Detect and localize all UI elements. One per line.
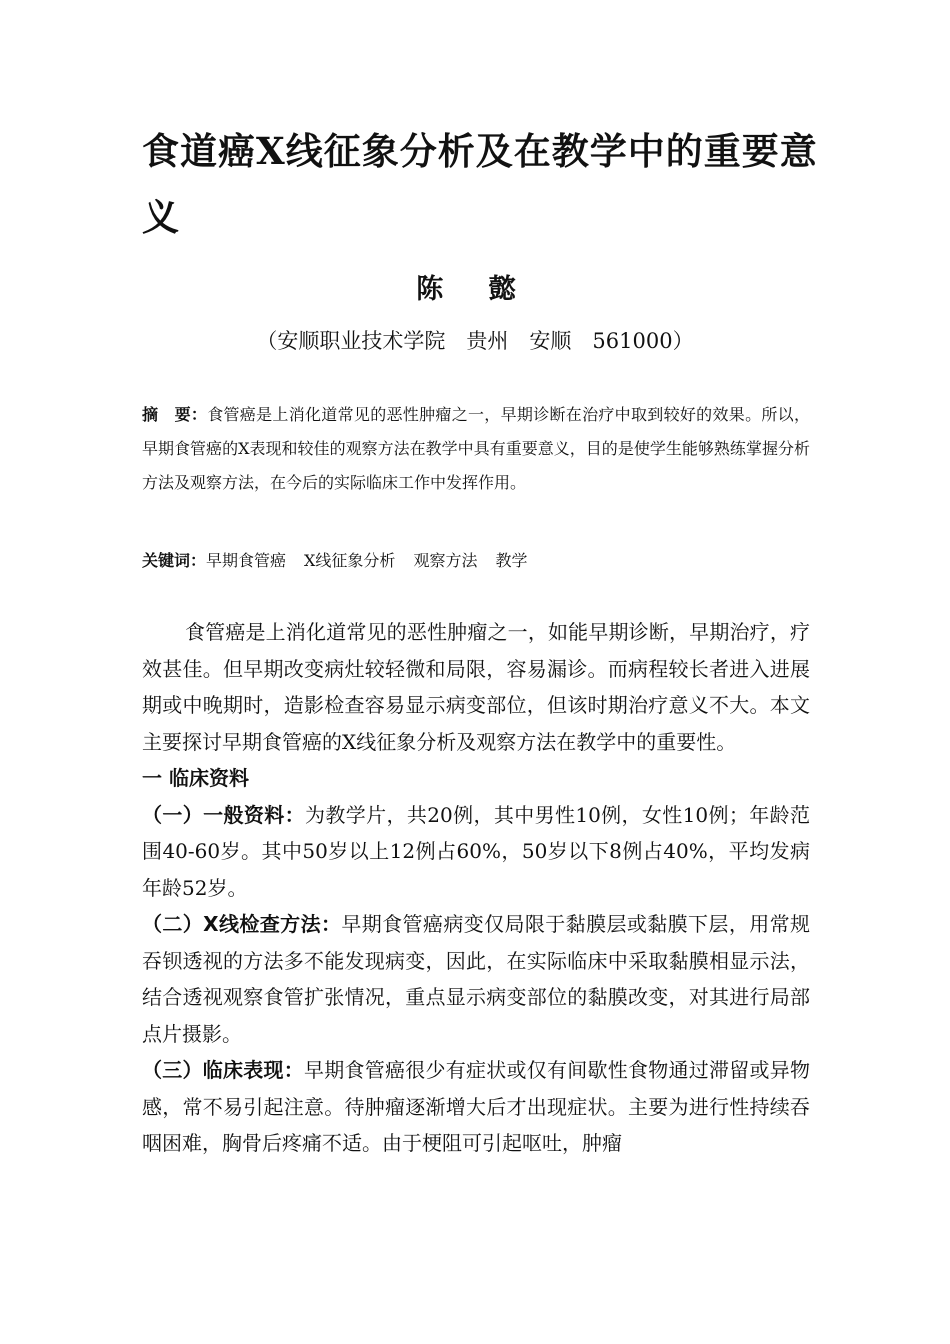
keyword: 观察方法 [413,551,478,570]
abstract-label: 摘 要： [142,405,208,424]
section-item-symptoms [142,1052,810,1162]
subsection-text: 早期食管癌病变仅局限于黏膜层或黏膜下层，用常规吞钡透视的方法多不能发现病变，因此，在实际临床中采取黏膜相显示法，结合透视观察食管扩张情况，重点显示病变部位的黏膜改变，对其进行局部点片摄影。 [142,912,811,1046]
author-affiliation: （安顺职业技术学院 贵州 安顺 561000） [256,329,694,353]
document-title: 食道癌X线征象分析及在教学中的重要意义 [142,129,818,239]
subsection-label: （三）临床表现： [142,1058,304,1082]
section-item-general [142,797,810,907]
subsection-text: 早期食管癌很少有症状或仅有间歇性食物通过滞留或异物感，常不易引起注意。待肿瘤逐渐增大后才出现症状。主要为进行性持续吞咽困难，胸骨后疼痛不适。由于梗阻可引起呕吐，肿瘤 [142,1058,810,1155]
keyword: 教学 [495,551,528,570]
section-heading: 一 临床资料 [142,766,249,790]
section-item-method [142,906,810,1052]
abstract [142,398,810,500]
intro-paragraph: 食管癌是上消化道常见的恶性肿瘤之一，如能早期诊断，早期治疗，疗效甚佳。但早期改变病灶较轻微和局限，容易漏诊。而病程较长者进入进展期或中晚期时，造影检查容易显示病变部位，但该时期治疗意义不大。本文主要探讨早期食管癌的X线征象分析及观察方法在教学中的重要性。 [142,620,810,754]
keyword: X线征象分析 [304,551,396,570]
subsection-label: （一）一般资料： [142,802,306,827]
subsection-label: （二）X线检查方法： [142,912,342,936]
body-text [142,614,810,1162]
abstract-text: 食管癌是上消化道常见的恶性肿瘤之一，早期诊断在治疗中取到较好的效果。所以，早期食管癌的X表现和较佳的观察方法在教学中具有重要意义，目的是使学生能够熟练掌握分析方法及观察方法，在今后的实际临床工作中发挥作用。 [142,405,810,492]
author-name: 陈 懿 [416,274,534,305]
subsection-text: 为教学片，共20例，其中男性10例，女性10例；年龄范围40-60岁。其中50岁以上12例占60%，50岁以下8例占40%，平均发病年龄52岁。 [142,802,810,900]
keyword: 早期食管癌 [206,551,287,570]
keywords [142,544,810,578]
keywords-label: 关键词： [142,551,207,570]
